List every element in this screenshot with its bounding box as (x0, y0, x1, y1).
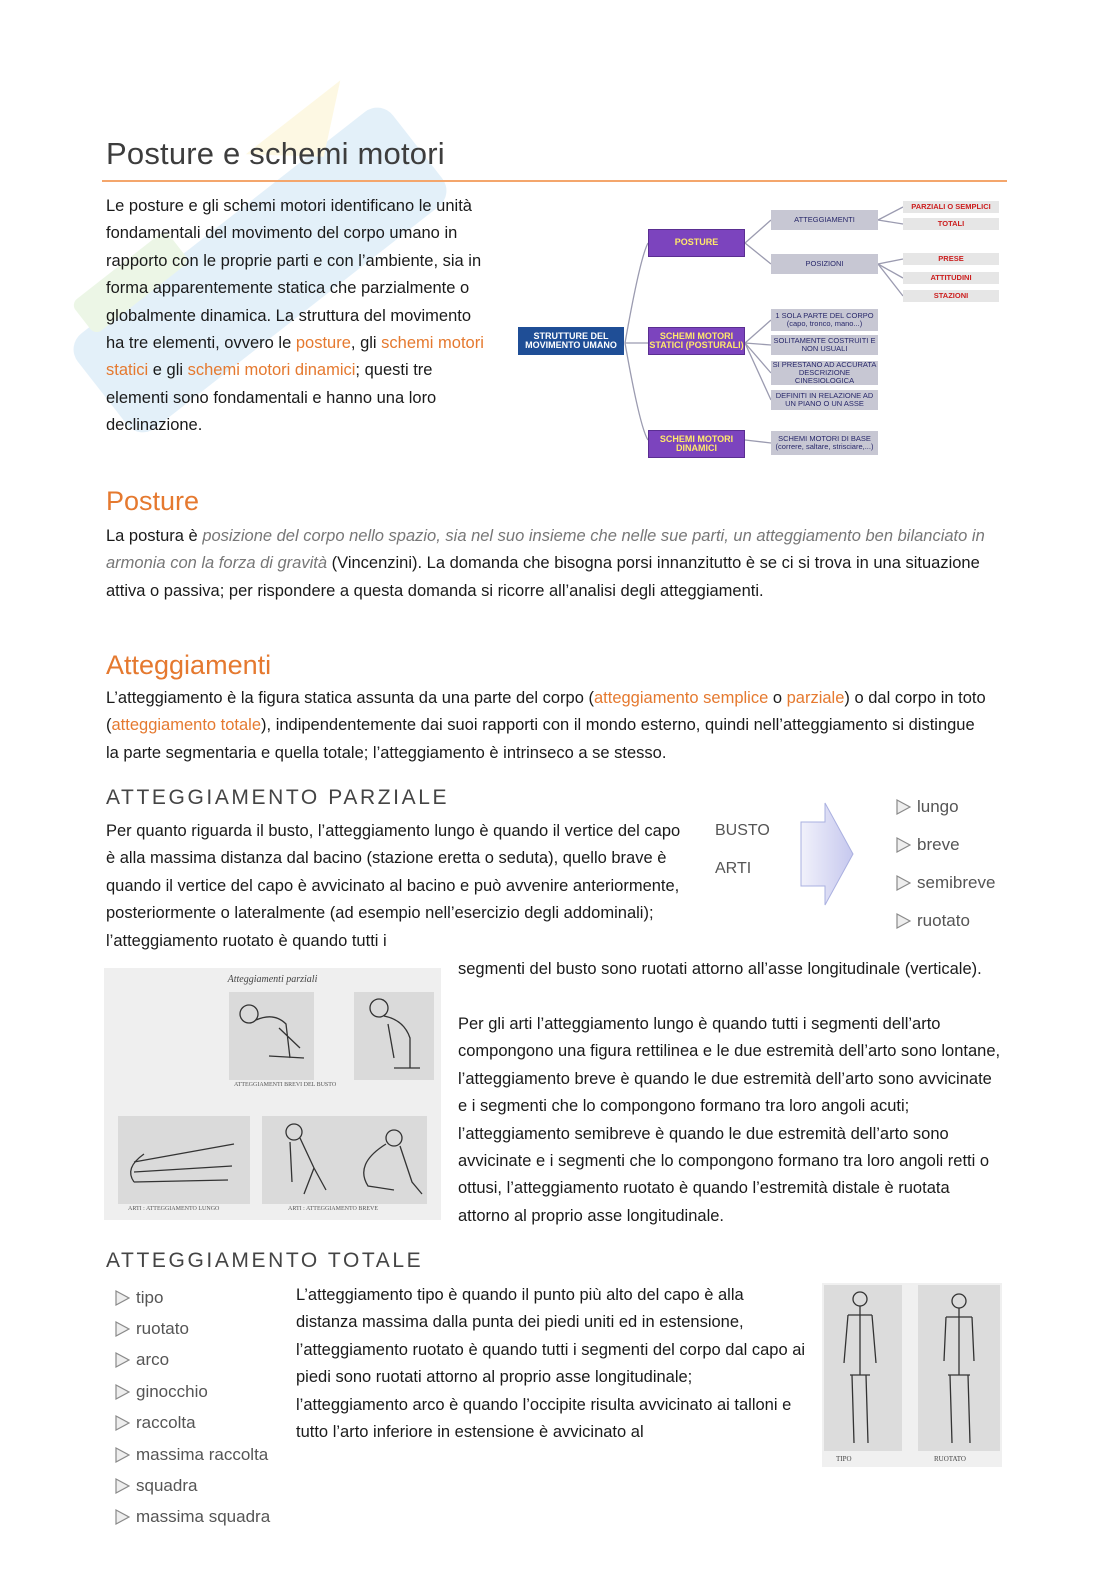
node-statici-3: SI PRESTANO AD ACCURATA DESCRIZIONE CINESIOLOGICA (772, 360, 877, 385)
node-root: STRUTTURE DEL MOVIMENTO UMANO (518, 327, 624, 355)
triangle-bullet-icon (895, 837, 911, 853)
parziale-paragraph-right-2: Per gli arti l’atteggiamento lungo è quando tutti i segmenti dell’arto compongono una figura rettilinea e le due estremità dell’arto sono lontane, l’atteggiamento breve è quando le due estremità dell’arto sono avvicinate e i segmenti che lo compongono formano tra loro angoli acuti; l’atteggiamento semibreve è quando le due estremità dell’arto sono avvicinate e i segmenti che lo compongono formano tra loro angoli retti o ottusi, l’atteggiamento ruotato è quando l’estremità distale è ruotata attorno al proprio asse longitudinale. (458, 1015, 1001, 1225)
triangle-bullet-icon (114, 1384, 130, 1400)
figure-caption-breve: ARTI : ATTEGGIAMENTO BREVE (288, 1206, 379, 1212)
node-schemi-dinamici: SCHEMI MOTORI DINAMICI (648, 430, 745, 458)
list-item: arco (114, 1345, 270, 1376)
triangle-bullet-icon (895, 799, 911, 815)
posture-quote: posizione del corpo nello spazio, sia nel suo insieme che nelle sue parti, un atteggiamento ben bilanciato in armonia con la forza di gravità (106, 527, 985, 573)
parziale-types-list (895, 788, 995, 940)
caption-tipo: TIPO (836, 1455, 852, 1463)
triangle-bullet-icon (895, 875, 911, 891)
node-schemi-statici: SCHEMI MOTORI STATICI (POSTURALI) (648, 327, 745, 355)
list-item: ginocchio (114, 1376, 270, 1407)
link-posture[interactable]: posture (295, 334, 351, 353)
link-parziale[interactable]: parziale (786, 689, 845, 707)
triangle-bullet-icon (114, 1478, 130, 1494)
figure-atteggiamenti-totali (822, 1283, 1002, 1467)
link-schemi-dinamici[interactable]: schemi motori dinamici (187, 361, 356, 380)
link-atteggiamento-totale[interactable]: atteggiamento totale (111, 716, 262, 735)
triangle-bullet-icon (114, 1290, 130, 1306)
figure-title: Atteggiamenti parziali (227, 974, 318, 985)
figure-caption-lungo: ARTI : ATTEGGIAMENTO LUNGO (128, 1206, 220, 1212)
list-item: lungo (895, 788, 995, 826)
link-atteggiamento-semplice[interactable]: atteggiamento semplice (593, 689, 769, 707)
list-item: massima raccolta (114, 1439, 270, 1470)
intro-paragraph: Le posture e gli schemi motori identificano le unità fondamentali del movimento del corpo umano in rapporto con le proprie parti e con l’ambiente, sia in forma apparentemente statica che parzialmente o globalmente dinamica. La struttura del movimento ha tre elementi, ovvero le posture, gli schemi motori statici e gli schemi motori dinamici; questi tre elementi sono fondamentali e hanno una loro declinazione. (106, 197, 484, 435)
list-item: tipo (114, 1282, 270, 1313)
node-stazioni: STAZIONI (903, 290, 999, 302)
page-title: Posture e schemi motori (106, 136, 445, 171)
label-busto: BUSTO (715, 822, 770, 839)
triangle-bullet-icon (114, 1415, 130, 1431)
triangle-bullet-icon (114, 1321, 130, 1337)
node-atteggiamenti: ATTEGGIAMENTI (771, 210, 878, 230)
parziale-paragraph-right-1: segmenti del busto sono ruotati attorno all’asse longitudinale (verticale). (458, 960, 982, 978)
node-statici-1: 1 SOLA PARTE DEL CORPO (capo, tronco, mano...) (771, 309, 878, 331)
list-item: squadra (114, 1470, 270, 1501)
node-posizioni: POSIZIONI (771, 254, 878, 274)
node-attitudini: ATTITUDINI (903, 272, 999, 284)
heading-totale: ATTEGGIAMENTO TOTALE (106, 1249, 424, 1272)
triangle-bullet-icon (114, 1509, 130, 1525)
node-statici-2: SOLITAMENTE COSTRUITI E NON USUALI (771, 335, 878, 355)
figure-sketches (104, 968, 441, 1220)
node-totali: TOTALI (903, 218, 999, 230)
list-item: semibreve (895, 864, 995, 902)
list-item: raccolta (114, 1408, 270, 1439)
heading-posture: Posture (106, 486, 200, 516)
heading-parziale: ATTEGGIAMENTO PARZIALE (106, 786, 450, 809)
list-item: ruotato (895, 902, 995, 940)
title-divider (102, 180, 1007, 182)
atteggiamenti-paragraph: L’atteggiamento è la figura statica assunta da una parte del corpo (atteggiamento semplice o parziale) o dal corpo in toto (atteggiamento totale), indipendentemente dai suoi rapporti con il mondo esterno, quindi nell’atteggiamento si distingue la parte segmentaria e quella totale; l’atteggiamento è intrinseco a se stesso. (106, 689, 986, 762)
triangle-bullet-icon (114, 1447, 130, 1463)
node-statici-4: DEFINITI IN RELAZIONE AD UN PIANO O UN ASSE (771, 390, 878, 410)
link-schemi-statici[interactable]: schemi motori statici (106, 334, 484, 380)
label-arti: ARTI (715, 860, 752, 877)
structure-diagram (515, 198, 1005, 463)
totale-paragraph: L’atteggiamento tipo è quando il punto più alto del capo è alla distanza massima dalla punta dei piedi uniti ed in estensione, l’atteggiamento ruotato è quando tutti i segmenti del corpo dal capo ai piedi sono ruotati attorno al proprio asse longitudinale; l’atteggiamento arco è quando l’occipite risulta avvicinato ai talloni e tutto l’arto inferiore in estensione è avvicinato al (296, 1286, 806, 1442)
list-item: massima squadra (114, 1502, 270, 1533)
node-dinamici-1: SCHEMI MOTORI DI BASE (correre, saltare, strisciare,...) (771, 431, 878, 455)
figure-totali-sketches (822, 1283, 1002, 1467)
parziale-paragraph-left: Per quanto riguarda il busto, l’atteggiamento lungo è quando il vertice del capo è alla massima distanza dal bacino (stazione eretta o seduta), quello brave è quando il vertice del capo è avvicinato al bacino e può avvenire anteriormente, posteriormente o lateralmente (ad esempio nell’esercizio degli addominali); l’atteggiamento ruotato è quando tutti i (106, 822, 681, 950)
figure-caption-busto: ATTEGGIAMENTI BREVI DEL BUSTO (234, 1082, 337, 1088)
arrow-right-icon (795, 800, 857, 908)
list-item: ruotato (114, 1313, 270, 1344)
triangle-bullet-icon (114, 1352, 130, 1368)
node-posture: POSTURE (648, 229, 745, 257)
node-parziali: PARZIALI O SEMPLICI (903, 201, 999, 213)
node-prese: PRESE (903, 253, 999, 265)
triangle-bullet-icon (895, 913, 911, 929)
list-item: breve (895, 826, 995, 864)
caption-ruotato: RUOTATO (934, 1455, 966, 1463)
heading-atteggiamenti: Atteggiamenti (106, 650, 272, 680)
figure-atteggiamenti-parziali (104, 968, 441, 1220)
totale-types-list (114, 1282, 270, 1533)
posture-paragraph: La postura è posizione del corpo nello spazio, sia nel suo insieme che nelle sue parti, un atteggiamento ben bilanciato in armonia con la forza di gravità (Vincenzini). La domanda che bisogna porsi innanzitutto è se ci si trova in una situazione attiva o passiva; per rispondere a questa domanda si ricorre all’analisi degli atteggiamenti. (106, 527, 985, 600)
